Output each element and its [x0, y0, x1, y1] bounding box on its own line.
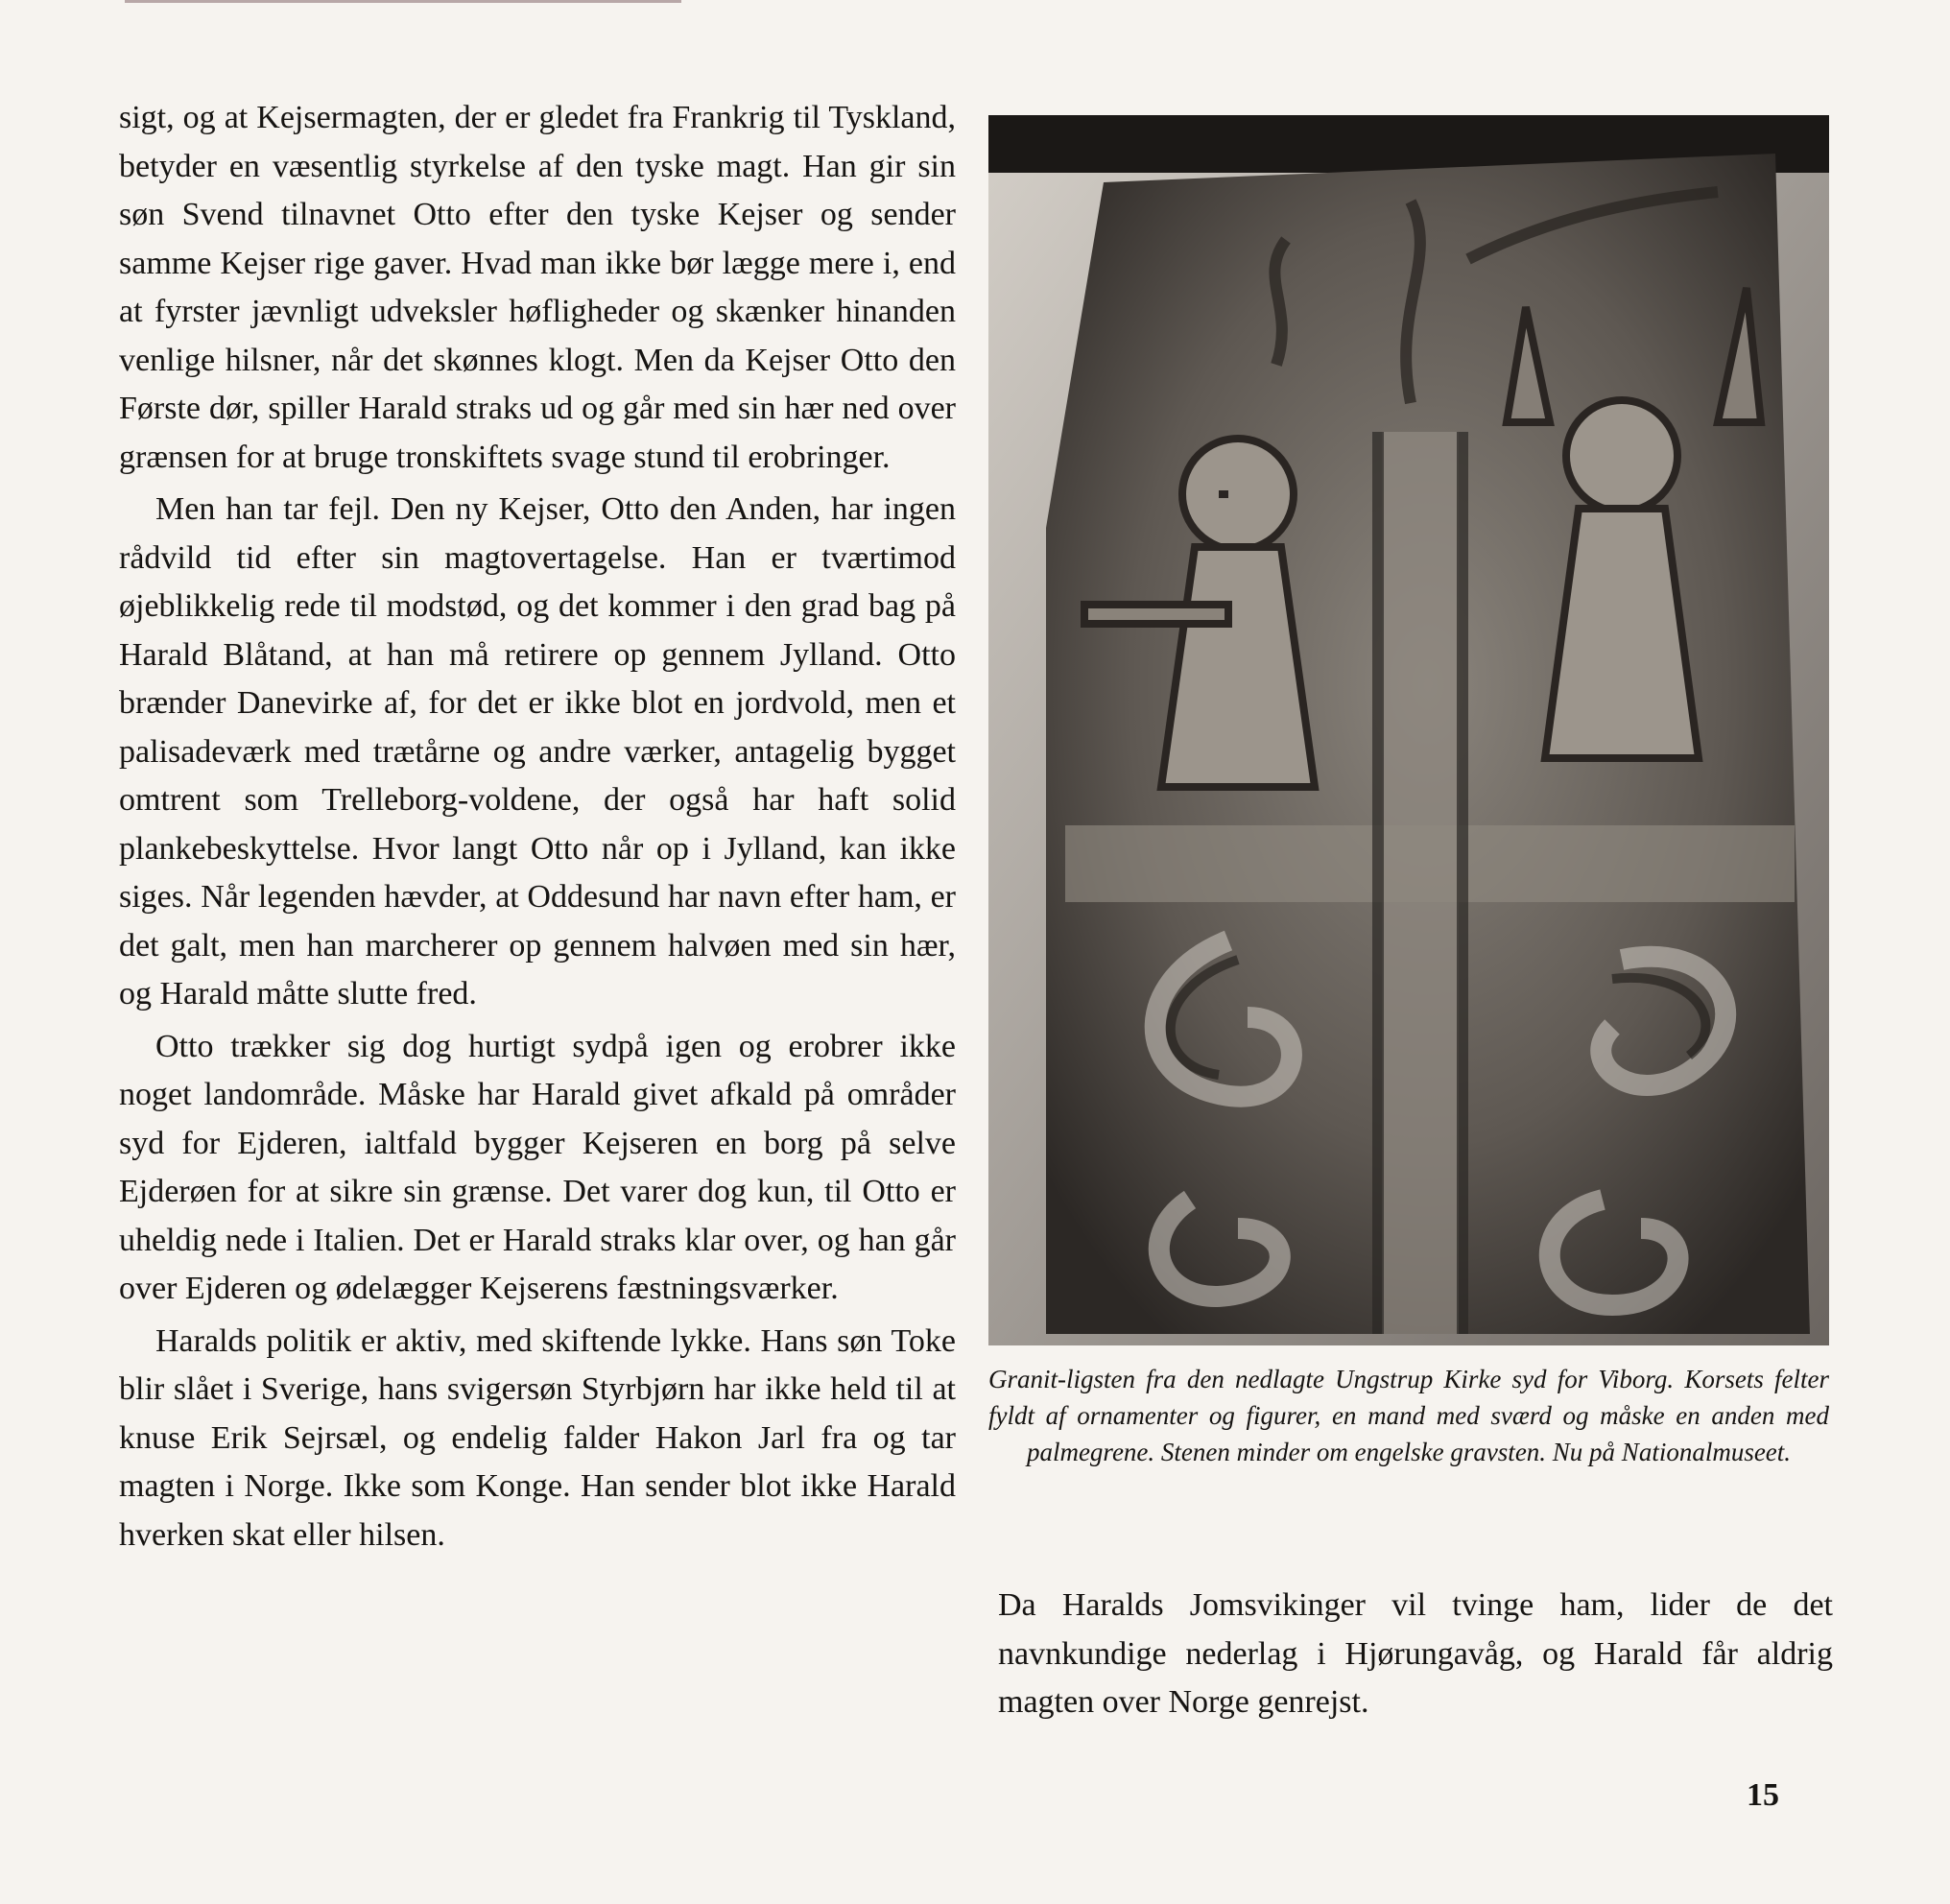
- figure-caption: Granit-ligsten fra den nedlagte Ungstrup Kirke syd for Viborg. Korsets felter fyldt af ornamenter og figurer, en mand med sværd og måske en anden med palmegrene. Stenen minder om engelske gravsten. Nu på Nationalmuseet.: [988, 1365, 1829, 1466]
- top-edge-line: [125, 0, 681, 3]
- left-text-column: [119, 94, 956, 1563]
- carved-gravestone-photo: [988, 115, 1829, 1345]
- right-column-paragraph: Da Haralds Jomsvikinger vil tvinge ham, lider de det navnkundige nederlag i Hjørungavåg, og Harald får aldrig magten over Norge genrejst.: [998, 1587, 1833, 1720]
- paragraph-1: sigt, og at Kejsermagten, der er gledet fra Frankrig til Tyskland, betyder en væsentlig styrkelse af den tyske magt. Han gir sin søn Svend tilnavnet Otto efter den tyske Kejser og sender samme Kejser rige gaver. Hvad man ikke bør lægge mere i, end at fyrster jævnligt udveksler høfligheder og skænker hinanden venlige hilsner, når det skønnes klogt. Men da Kejser Otto den Første dør, spiller Harald straks ud og går med sin hær ned over grænsen for at bruge tronskiftets svage stund til erobringer.: [119, 100, 956, 475]
- page-number: 15: [1747, 1777, 1779, 1813]
- paragraph-3: Otto trækker sig dog hurtigt sydpå igen og erobrer ikke noget landområde. Måske har Harald givet afkald på områder syd for Ejderen, ialtfald bygger Kejseren en borg på selve Ejderøen for at sikre sin grænse. Det varer dog kun, til Otto er uheldig nede i Italien. Det er Harald straks klar over, og han går over Ejderen og ødelægger Kejserens fæstningsværker.: [119, 1028, 956, 1306]
- paragraph-2: Men han tar fejl. Den ny Kejser, Otto den Anden, har ingen rådvild tid efter sin magtovertagelse. Han er tværtimod øjeblikkelig rede til modstød, og det kommer i den grad bag på Harald Blåtand, at han må retirere op gennem Jylland. Otto brænder Danevirke af, for det er ikke blot en jordvold, men et palisadeværk med trætårne og andre værker, antagelig bygget omtrent som Trelleborg-voldene, der også har haft solid plankebeskyttelse. Hvor langt Otto når op i Jylland, kan ikke siges. Når legenden hævder, at Oddesund har navn efter ham, er det galt, men han marcherer op gennem halvøen med sin hær, og Harald måtte slutte fred.: [119, 491, 956, 1012]
- paragraph-4: Haralds politik er aktiv, med skiftende lykke. Hans søn Toke blir slået i Sverige, hans svigersøn Styrbjørn har ikke held til at knuse Erik Sejrsæl, og endelig falder Hakon Jarl fra og tar magten i Norge. Ikke som Konge. Han sender blot ikke Harald hverken skat eller hilsen.: [119, 1322, 956, 1553]
